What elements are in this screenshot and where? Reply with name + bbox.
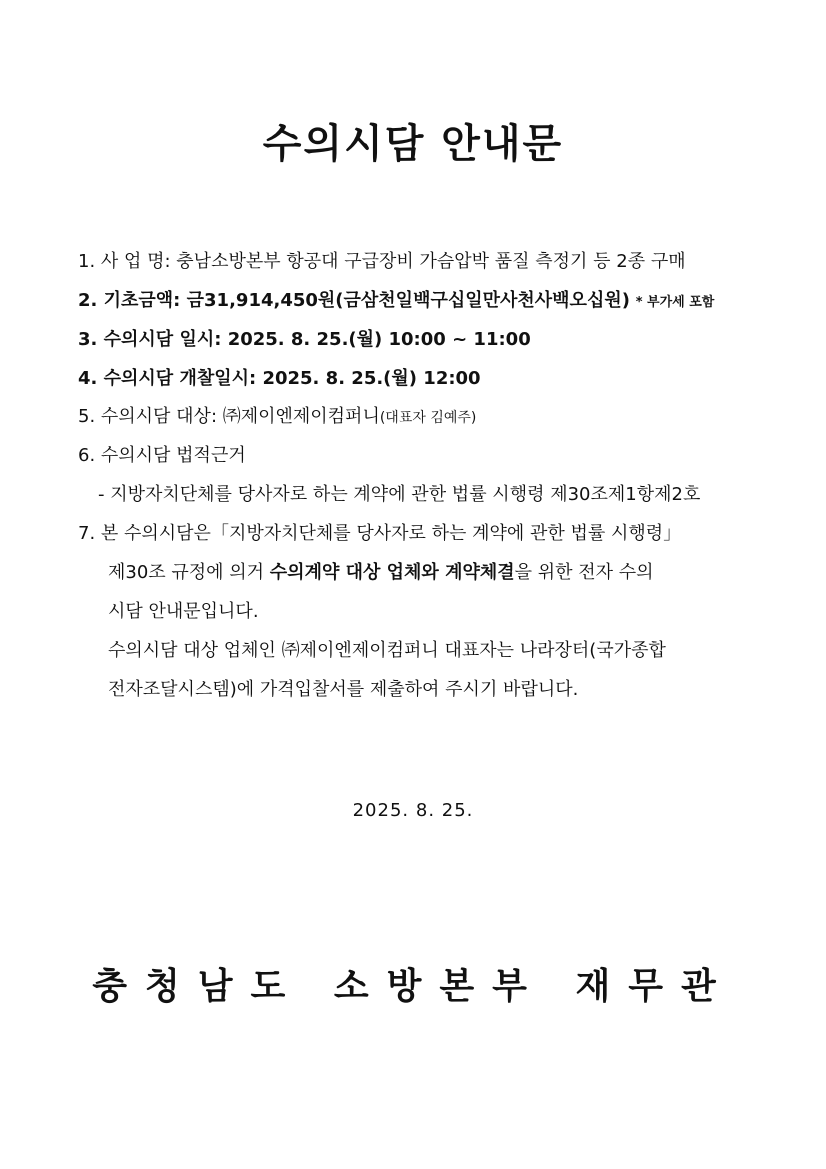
representative-text: (대표자 김예주) [379,410,477,426]
item-target-company [78,405,476,430]
item-notice-line-5: 전자조달시스템)에 가격입찰서를 제출하여 주시기 바랍니다. [108,679,579,700]
notice-line-2-c: 을 위한 전자 수의 [514,562,654,583]
item-notice-line-3: 시담 안내문입니다. [108,601,259,622]
notice-line-2-a: 제30조 규정에 의거 [108,562,270,583]
issuer-signature: 충청남도 소방본부 재무관 [92,966,734,1007]
notice-line-2-bold: 수의계약 대상 업체와 계약체결 [269,562,515,583]
target-company-text: 5. 수의시담 대상: ㈜제이엔제이컴퍼니 [78,406,380,427]
item-legal-basis: 6. 수의시담 법적근거 [78,445,246,466]
issue-date: 2025. 8. 25. [352,800,474,821]
item-opening-time: 4. 수의시담 개찰일시: 2025. 8. 25.(월) 12:00 [78,368,481,389]
base-amount-text: 2. 기초금액: 금31,914,450원(금삼천일백구십일만사천사백오십원) [78,290,630,311]
legal-basis-detail: - 지방자치단체를 당사자로 하는 계약에 관한 법률 시행령 제30조제1항제2호 [98,484,701,505]
item-negotiation-time: 3. 수의시담 일시: 2025. 8. 25.(월) 10:00 ~ 11:00 [78,329,531,350]
item-base-amount [78,289,714,315]
item-notice-line-4: 수의시담 대상 업체인 ㈜제이엔제이컴퍼니 대표자는 나라장터(국가종합 [108,640,666,661]
item-notice-line-1: 7. 본 수의시담은「지방자치단체를 당사자로 하는 계약에 관한 법률 시행령」 [78,523,682,544]
item-project-name: 1. 사 업 명: 충남소방본부 항공대 구급장비 가슴압박 품질 측정기 등 2종 구매 [78,251,686,272]
page-title: 수의시담 안내문 [262,121,564,167]
vat-note: * 부가세 포함 [635,295,715,310]
item-notice-line-2 [108,561,654,585]
